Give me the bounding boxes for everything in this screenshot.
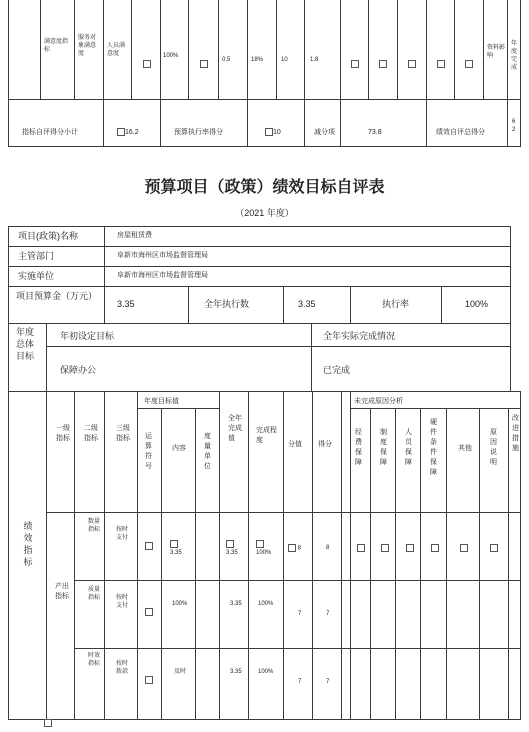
header-level3: 三级指标	[116, 425, 130, 442]
budget-rate-value: 10	[265, 128, 281, 138]
header-r3: 人员保障	[405, 429, 412, 466]
checkbox-icon	[351, 60, 359, 69]
exec-label: 全年执行数	[204, 299, 250, 309]
header-score: 得分	[318, 441, 332, 448]
budget-value: 3.35	[117, 299, 135, 309]
checkbox-icon	[460, 544, 468, 553]
goals-set-label: 年初设定目标	[60, 331, 115, 341]
top-reason: 资料影响	[487, 45, 506, 59]
header-r1: 经费保障	[355, 429, 362, 466]
top-right-col: 年度完成	[511, 41, 518, 71]
row2-done: 3.35	[230, 601, 242, 607]
unit-label: 实施单位	[18, 271, 55, 281]
checkbox-icon	[437, 60, 445, 69]
checkbox-icon	[465, 60, 473, 69]
checkbox-icon	[145, 676, 153, 685]
top-value-5: 1.8	[310, 57, 319, 63]
row2-level2: 质量指标	[88, 587, 101, 601]
header-points: 分值	[288, 441, 302, 448]
row1-level2: 数量指标	[88, 519, 101, 533]
row2-score: 7	[326, 611, 330, 617]
header-unit: 度量单位	[204, 433, 211, 470]
perf-score-value: 62	[512, 119, 516, 133]
header-r6: 原因说明	[490, 429, 497, 466]
dept-label: 主管部门	[18, 251, 55, 261]
indicator-staff: 人员满意度	[107, 43, 126, 57]
budget-label: 项目预算金（万元）	[16, 291, 98, 301]
checkbox-icon	[145, 542, 153, 551]
goals-set-value: 保障办公	[60, 365, 97, 375]
indicator-service-target: 服务对象满意度	[78, 35, 97, 57]
row3-points: 7	[298, 679, 302, 685]
deduct-label: 减分项	[314, 129, 335, 136]
row3-content: 及时	[174, 669, 187, 675]
goals-side-label: 年度总体目标	[15, 327, 34, 361]
header-r7: 改进措施	[512, 415, 519, 452]
header-op: 运算符号	[145, 433, 152, 470]
checkbox-icon	[145, 608, 153, 617]
summary-label: 指标自评得分小计	[22, 129, 78, 136]
row1-score: 8	[326, 545, 330, 551]
checkbox-icon	[200, 60, 208, 69]
exec-value: 3.35	[298, 299, 316, 309]
header-r5: 其他	[458, 445, 472, 452]
top-value-4: 10	[281, 57, 288, 63]
row1-done: 3.35	[226, 540, 238, 557]
row3-degree: 100%	[258, 669, 274, 675]
top-value-1: 100%	[163, 53, 179, 59]
row2-level3: 按时支付	[116, 595, 129, 609]
checkbox-icon	[431, 544, 439, 553]
perf-score-label: 绩效自评总得分	[436, 129, 485, 136]
name-label: 项目(政策)名称	[18, 231, 78, 241]
row1-level3: 按时支付	[116, 527, 129, 541]
year-label: （2021 年度）	[235, 208, 294, 218]
summary-value: 16.2	[117, 128, 139, 138]
checkbox-icon	[357, 544, 365, 553]
row3-score: 7	[326, 679, 330, 685]
header-r2: 制度保障	[380, 429, 387, 466]
row3-done: 3.35	[230, 669, 242, 675]
top-value-2: 0.5	[222, 57, 231, 63]
row1-content: 3.35	[170, 540, 182, 557]
checkbox-icon	[381, 544, 389, 553]
row3-level3: 按时拨款	[116, 661, 129, 675]
row1-points: 8	[288, 544, 301, 553]
level1-value: 产出指标	[55, 583, 69, 600]
indicator-satisfaction: 满意度指标	[44, 39, 69, 53]
checkbox-icon	[490, 544, 498, 553]
checkbox-icon	[143, 60, 151, 69]
header-level1: 一级指标	[56, 425, 70, 442]
rate-value: 100%	[465, 299, 489, 309]
checkbox-icon	[406, 544, 414, 553]
goals-actual-value: 已完成	[323, 365, 351, 375]
paragraph-mark-icon	[44, 714, 52, 732]
header-level2: 二级指标	[84, 425, 98, 442]
row1-degree: 100%	[256, 540, 271, 557]
page-title: 预算项目（政策）绩效目标自评表	[144, 177, 385, 196]
row2-points: 7	[298, 611, 302, 617]
rate-label: 执行率	[382, 299, 410, 309]
goals-actual-label: 全年实际完成情况	[323, 331, 396, 341]
checkbox-icon	[408, 60, 416, 69]
unit-value: 阜新市海州区市场监督管理局	[117, 272, 208, 279]
perf-side-label: 绩效指标	[23, 521, 33, 567]
row2-content: 100%	[172, 601, 188, 607]
header-r4: 硬件条件保障	[430, 419, 437, 476]
header-annual-target: 年度目标值	[144, 398, 179, 405]
row3-level2: 时效指标	[88, 653, 101, 667]
header-content: 内容	[172, 445, 186, 452]
name-value: 房屋租赁费	[117, 232, 152, 239]
top-value-3: 18%	[251, 57, 264, 63]
header-degree: 完成程度	[256, 427, 277, 444]
checkbox-icon	[379, 60, 387, 69]
header-reason: 未完成原因分析	[354, 398, 403, 405]
dept-value: 阜新市海州区市场监督管理局	[117, 252, 208, 259]
row2-degree: 100%	[258, 601, 274, 607]
score-value: 73.8	[368, 129, 382, 136]
budget-rate-label: 预算执行率得分	[174, 129, 223, 136]
header-done: 全年完成值	[228, 415, 242, 442]
